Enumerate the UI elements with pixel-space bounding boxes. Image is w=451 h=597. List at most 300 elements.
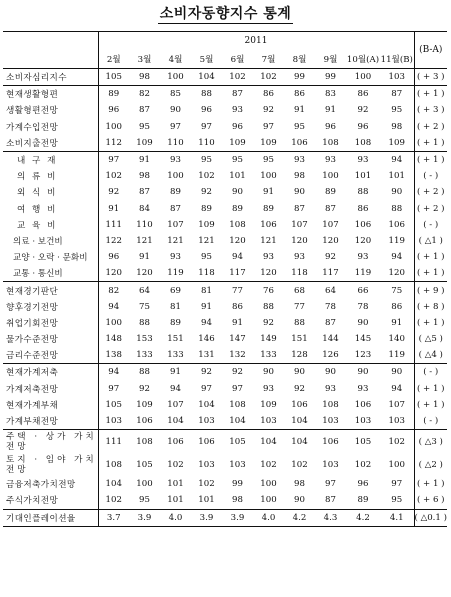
value-cell: 4.0 [253,509,284,526]
month-header: 8월 [284,50,315,69]
table-row [3,201,447,217]
value-cell: 90 [315,364,346,381]
row-label: 금융저축가치전망 [3,476,98,492]
month-header: 9월 [315,50,346,69]
value-cell: 104 [253,430,284,454]
row-label: 금리수준전망 [3,347,98,364]
table-row [3,364,447,381]
value-cell: 106 [191,430,222,454]
table-row [3,86,447,103]
value-cell: 100 [322,171,339,182]
value-cell: 109 [198,219,215,230]
diff-cell: ( + 3 ) [414,69,447,86]
value-cell: 151 [167,334,184,345]
value-cell: 86 [253,86,284,103]
table-row [3,331,447,347]
value-cell: 94 [108,301,120,312]
value-cell: 92 [263,317,274,328]
value-cell: 120 [229,235,246,246]
value-cell: 68 [284,282,315,299]
value-cell: 86 [357,203,369,214]
value-cell: 91 [294,105,305,116]
value-cell: 3.9 [129,509,160,526]
table-row [3,430,447,454]
value-cell: 148 [105,334,122,345]
table-row [3,249,447,265]
value-cell: 90 [380,364,414,381]
value-cell: 121 [198,235,215,246]
value-cell: 101 [354,171,372,182]
row-label: 가계수입전망 [3,119,98,135]
value-cell: 121 [136,235,153,246]
value-cell: 119 [388,350,405,361]
value-cell: 107 [388,399,405,410]
value-cell: 90 [294,495,305,506]
value-cell: 86 [284,86,315,103]
value-cell: 100 [136,479,153,490]
diff-cell: ( △3 ) [414,430,447,454]
value-cell: 94 [98,364,129,381]
value-cell: 104 [105,479,122,490]
value-cell: 75 [139,301,150,312]
value-cell: 105 [136,459,153,470]
value-cell: 82 [129,86,160,103]
value-cell: 106 [291,137,308,148]
value-cell: 90 [357,317,369,328]
table-row [3,233,447,249]
value-cell: 93 [346,151,380,168]
value-cell: 95 [139,121,150,132]
value-cell: 109 [388,137,405,148]
value-cell: 93 [263,383,274,394]
value-cell: 92 [325,252,336,263]
value-cell: 94 [391,252,403,263]
diff-cell: ( + 1 ) [414,476,447,492]
value-cell: 119 [167,268,184,279]
value-cell: 90 [253,364,284,381]
row-label: 여 행 비 [3,201,98,217]
value-cell: 95 [191,151,222,168]
value-cell: 100 [260,479,277,490]
row-label: 현재생활형편 [3,86,98,103]
value-cell: 90 [232,187,243,198]
value-cell: 92 [108,187,120,198]
value-cell: 151 [291,334,308,345]
value-cell: 77 [222,282,253,299]
value-cell: 94 [391,383,403,394]
diff-cell: ( △1 ) [414,233,447,249]
value-cell: 103 [388,416,405,427]
value-cell: 104 [191,69,222,86]
value-cell: 75 [380,282,414,299]
row-label: 소비지출전망 [3,135,98,152]
row-label: 현재경기판단 [3,282,98,299]
value-cell: 108 [129,430,160,454]
row-label: 가계부채전망 [3,413,98,430]
value-cell: 91 [129,151,160,168]
value-cell: 108 [105,459,122,470]
value-cell: 109 [136,399,153,410]
value-cell: 98 [391,121,403,132]
value-cell: 98 [139,171,150,182]
value-cell: 101 [229,171,246,182]
value-cell: 78 [325,301,336,312]
value-cell: 95 [294,121,305,132]
row-label: 주식가치전망 [3,492,98,509]
value-cell: 105 [346,430,380,454]
table-row [3,184,447,200]
value-cell: 76 [253,282,284,299]
value-cell: 103 [198,459,215,470]
month-header: 2월 [98,50,129,69]
value-cell: 108 [229,219,246,230]
value-cell: 81 [191,282,222,299]
table-row [3,217,447,233]
diff-cell: ( + 1 ) [414,265,447,282]
value-cell: 94 [232,252,243,263]
value-cell: 96 [108,105,120,116]
value-cell: 91 [325,105,336,116]
value-cell: 96 [357,479,369,490]
value-cell: 109 [136,137,153,148]
value-cell: 107 [167,219,184,230]
value-cell: 91 [108,203,120,214]
value-cell: 97 [170,121,181,132]
value-cell: 83 [315,86,346,103]
value-cell: 100 [105,121,122,132]
value-cell: 64 [129,282,160,299]
value-cell: 106 [354,219,372,230]
value-cell: 104 [167,416,184,427]
value-cell: 118 [291,268,308,279]
row-label: 외 식 비 [3,184,98,200]
diff-cell: ( + 8 ) [414,299,447,315]
value-cell: 119 [388,235,405,246]
value-cell: 126 [322,350,339,361]
value-cell: 92 [201,187,212,198]
value-cell: 93 [232,105,243,116]
diff-cell: ( △4 ) [414,347,447,364]
value-cell: 90 [346,364,380,381]
value-cell: 88 [129,364,160,381]
value-cell: 77 [294,301,305,312]
value-cell: 120 [291,235,308,246]
value-cell: 90 [284,364,315,381]
value-cell: 82 [98,282,129,299]
value-cell: 88 [263,301,274,312]
value-cell: 110 [167,137,184,148]
value-cell: 132 [229,350,246,361]
month-header: 11월(B) [380,50,414,69]
value-cell: 93 [325,383,336,394]
diff-cell: ( + 1 ) [414,86,447,103]
value-cell: 104 [284,430,315,454]
value-cell: 92 [357,105,369,116]
diff-cell: ( + 2 ) [414,119,447,135]
row-label: 내 구 재 [3,151,98,168]
value-cell: 120 [260,268,277,279]
value-cell: 3.7 [98,509,129,526]
month-header: 10월(A) [346,50,380,69]
value-cell: 119 [354,268,372,279]
diff-cell: ( + 1 ) [414,381,447,397]
value-cell: 107 [291,219,308,230]
value-cell: 108 [322,137,339,148]
diff-cell: ( + 2 ) [414,184,447,200]
consumer-sentiment-table [3,31,447,527]
value-cell: 106 [388,219,405,230]
value-cell: 101 [167,495,184,506]
value-cell: 89 [170,187,181,198]
value-cell: 103 [354,416,372,427]
value-cell: 133 [260,350,277,361]
value-cell: 103 [322,416,339,427]
value-cell: 87 [294,203,305,214]
value-cell: 91 [160,364,191,381]
value-cell: 100 [105,317,122,328]
value-cell: 105 [222,430,253,454]
value-cell: 147 [229,334,246,345]
diff-cell: ( + 1 ) [414,249,447,265]
year-header: 2011 [244,36,268,46]
value-cell: 99 [284,69,315,86]
value-cell: 98 [294,479,305,490]
value-cell: 101 [388,171,405,182]
value-cell: 107 [322,219,339,230]
value-cell: 133 [167,350,184,361]
row-label: 가계저축전망 [3,381,98,397]
table-row [3,492,447,509]
value-cell: 87 [139,105,150,116]
value-cell: 102 [198,171,215,182]
diff-cell: ( △5 ) [414,331,447,347]
value-cell: 94 [170,383,181,394]
table-row [3,413,447,430]
value-cell: 87 [170,203,181,214]
value-cell: 78 [357,301,369,312]
value-cell: 88 [191,86,222,103]
diff-cell: ( + 2 ) [414,201,447,217]
value-cell: 102 [198,479,215,490]
value-cell: 131 [198,350,215,361]
value-cell: 102 [354,459,372,470]
row-label: 교 육 비 [3,217,98,233]
table-row [3,476,447,492]
value-cell: 122 [105,235,122,246]
value-cell: 138 [105,350,122,361]
value-cell: 89 [201,203,212,214]
value-cell: 91 [232,317,243,328]
table-row [3,265,447,282]
value-cell: 89 [325,187,336,198]
value-cell: 109 [229,137,246,148]
table-row [3,315,447,331]
value-cell: 97 [98,151,129,168]
value-cell: 153 [136,334,153,345]
value-cell: 106 [136,416,153,427]
diff-cell: ( + 1 ) [414,397,447,413]
value-cell: 105 [105,399,122,410]
value-cell: 97 [201,121,212,132]
diff-cell: ( △0.1 ) [414,509,447,526]
table-row [3,299,447,315]
value-cell: 95 [201,252,212,263]
diff-cell: ( - ) [414,364,447,381]
month-header: 6월 [222,50,253,69]
value-cell: 88 [357,187,369,198]
value-cell: 81 [170,301,181,312]
value-cell: 87 [139,187,150,198]
value-cell: 97 [263,121,274,132]
value-cell: 93 [160,151,191,168]
value-cell: 100 [388,459,405,470]
value-cell: 102 [105,171,122,182]
value-cell: 98 [129,69,160,86]
row-label: 기대인플레이션율 [3,509,98,526]
value-cell: 103 [260,416,277,427]
value-cell: 89 [357,495,369,506]
row-label: 교통 · 통신비 [3,265,98,282]
value-cell: 97 [391,479,403,490]
value-cell: 111 [98,430,129,454]
value-cell: 110 [136,219,153,230]
diff-cell: ( - ) [414,168,447,184]
value-cell: 103 [198,416,215,427]
table-row [3,509,447,526]
row-label: 교양 · 오락 · 문화비 [3,249,98,265]
value-cell: 92 [294,383,305,394]
table-row [3,397,447,413]
value-cell: 92 [222,364,253,381]
row-label: 의 류 비 [3,168,98,184]
value-cell: 109 [260,399,277,410]
diff-cell: ( + 6 ) [414,492,447,509]
value-cell: 89 [232,203,243,214]
value-cell: 108 [322,399,339,410]
value-cell: 84 [139,203,150,214]
diff-cell: ( + 1 ) [414,315,447,331]
value-cell: 91 [201,301,212,312]
value-cell: 104 [198,399,215,410]
month-header: 5월 [191,50,222,69]
table-row [3,453,447,476]
value-cell: 117 [229,268,246,279]
value-cell: 87 [222,86,253,103]
value-cell: 100 [260,495,277,506]
value-cell: 94 [201,317,212,328]
value-cell: 108 [354,137,372,148]
table-row [3,135,447,152]
value-cell: 93 [357,252,369,263]
value-cell: 104 [229,416,246,427]
value-cell: 110 [198,137,215,148]
table-row [3,381,447,397]
row-label: 취업기회전망 [3,315,98,331]
value-cell: 109 [260,137,277,148]
value-cell: 123 [354,350,372,361]
value-cell: 66 [346,282,380,299]
diff-cell: ( + 9 ) [414,282,447,299]
value-cell: 118 [198,268,215,279]
row-label: 물가수준전망 [3,331,98,347]
row-label: 토지 · 임야 가치전망 [3,453,98,476]
value-cell: 112 [105,137,122,148]
value-cell: 4.0 [160,509,191,526]
value-cell: 107 [167,399,184,410]
value-cell: 146 [198,334,215,345]
value-cell: 88 [139,317,150,328]
value-cell: 120 [388,268,405,279]
value-cell: 106 [160,430,191,454]
value-cell: 87 [380,86,414,103]
value-cell: 4.2 [346,509,380,526]
value-cell: 97 [232,383,243,394]
value-cell: 93 [315,151,346,168]
value-cell: 106 [354,399,372,410]
value-cell: 93 [357,383,369,394]
value-cell: 106 [315,430,346,454]
value-cell: 100 [160,69,191,86]
value-cell: 100 [167,171,184,182]
row-label: 소비자심리지수 [3,69,98,86]
value-cell: 120 [322,235,339,246]
value-cell: 96 [108,252,120,263]
value-cell: 93 [263,252,274,263]
value-cell: 106 [260,219,277,230]
row-label: 주택 · 상가 가치전망 [3,430,98,454]
value-cell: 103 [380,69,414,86]
value-cell: 101 [198,495,215,506]
value-cell: 86 [232,301,243,312]
value-cell: 69 [160,282,191,299]
diff-cell: ( - ) [414,217,447,233]
table-body [3,69,447,527]
value-cell: 87 [325,495,336,506]
value-cell: 95 [391,105,403,116]
value-cell: 64 [315,282,346,299]
value-cell: 96 [232,121,243,132]
value-cell: 95 [253,151,284,168]
value-cell: 85 [160,86,191,103]
value-cell: 102 [167,459,184,470]
value-cell: 128 [291,350,308,361]
value-cell: 92 [263,105,274,116]
table-row [3,69,447,86]
value-cell: 144 [322,334,339,345]
value-cell: 108 [229,399,246,410]
value-cell: 90 [391,187,403,198]
table-row [3,282,447,299]
page-title: 소비자동향지수 통계 [159,6,292,22]
row-label: 의료 · 보건비 [3,233,98,249]
row-label: 현재가계부채 [3,397,98,413]
value-cell: 4.3 [315,509,346,526]
value-cell: 149 [260,334,277,345]
value-cell: 97 [108,383,120,394]
value-cell: 91 [139,252,150,263]
value-cell: 97 [325,479,336,490]
value-cell: 111 [105,219,122,230]
value-cell: 95 [222,151,253,168]
month-header: 7월 [253,50,284,69]
diff-cell: ( - ) [414,413,447,430]
value-cell: 89 [98,86,129,103]
diff-cell: ( + 3 ) [414,102,447,118]
value-cell: 100 [260,171,277,182]
value-cell: 140 [388,334,405,345]
value-cell: 96 [201,105,212,116]
diff-cell: ( △2 ) [414,453,447,476]
